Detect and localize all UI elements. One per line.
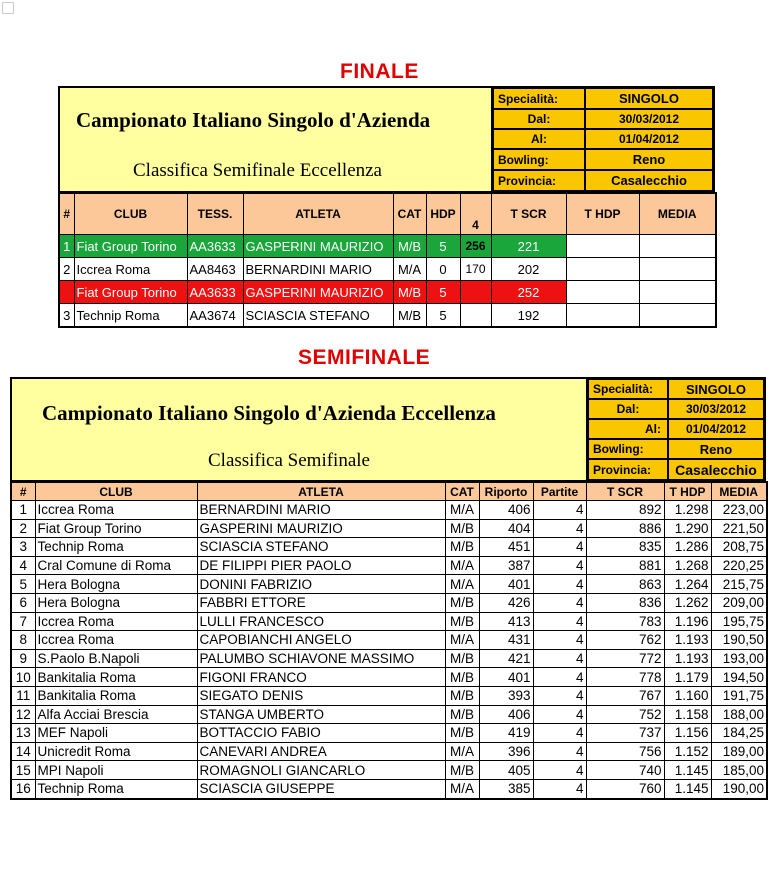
finale-header — [58, 86, 715, 193]
table-row — [11, 538, 767, 557]
finale-info-provincia: Provincia: Casalecchio — [493, 170, 713, 191]
cell-atleta: GASPERINI MAURIZIO — [197, 519, 445, 538]
col-rank: # — [11, 482, 35, 501]
cell-thdp: 1.298 — [664, 501, 711, 520]
cell-rank: 11 — [11, 686, 35, 705]
cell-thdp: 1.268 — [664, 556, 711, 575]
cell-media: 190,00 — [711, 779, 767, 798]
cell-cat: M/A — [445, 575, 479, 594]
cell-partite: 4 — [533, 556, 586, 575]
semifinale-info-panel — [588, 379, 764, 480]
cell-rank: 4 — [11, 556, 35, 575]
cell-partite: 4 — [533, 575, 586, 594]
col-game4: 4 — [460, 193, 491, 235]
table-row — [11, 631, 767, 650]
cell-tscr: 740 — [586, 761, 664, 780]
cell-riporto: 421 — [479, 649, 533, 668]
table-row — [11, 649, 767, 668]
cell-tscr: 737 — [586, 724, 664, 743]
cell-media: 193,00 — [711, 649, 767, 668]
cell-atleta: CAPOBIANCHI ANGELO — [197, 631, 445, 650]
cell-partite: 4 — [533, 686, 586, 705]
semifinale-info-bowling: Bowling: Reno — [588, 439, 764, 459]
col-tess: TESS. — [187, 193, 243, 235]
semifinale-info-provincia: Provincia: Casalecchio — [588, 459, 764, 480]
cell-cat: M/B — [445, 668, 479, 687]
cell-riporto: 413 — [479, 612, 533, 631]
cell-club: S.Paolo B.Napoli — [35, 649, 197, 668]
cell-riporto: 406 — [479, 705, 533, 724]
col-thdp: T HDP — [664, 482, 711, 501]
cell-partite: 4 — [533, 742, 586, 761]
semifinale-subtitle: Classifica Semifinale — [208, 450, 370, 471]
semifinale-info-specialita: Specialità: SINGOLO — [588, 379, 764, 399]
cell-riporto: 387 — [479, 556, 533, 575]
cell-media: 190,50 — [711, 631, 767, 650]
cell-media: 209,00 — [711, 593, 767, 612]
cell-thdp: 1.290 — [664, 519, 711, 538]
col-media: MEDIA — [639, 193, 716, 235]
col-media: MEDIA — [711, 482, 767, 501]
cell-atleta: FIGONI FRANCO — [197, 668, 445, 687]
cell-media: 215,75 — [711, 575, 767, 594]
cell-cat: M/A — [445, 501, 479, 520]
cell-partite: 4 — [533, 612, 586, 631]
col-club: CLUB — [35, 482, 197, 501]
cell-club: Technip Roma — [35, 779, 197, 798]
cell-media: 194,50 — [711, 668, 767, 687]
cell-tscr: 752 — [586, 705, 664, 724]
semifinale-header-left — [12, 379, 588, 480]
cell-tscr: 767 — [586, 686, 664, 705]
col-partite: Partite — [533, 482, 586, 501]
cell-partite: 4 — [533, 668, 586, 687]
cell-rank: 1 — [11, 501, 35, 520]
cell-club: MPI Napoli — [35, 761, 197, 780]
cell-thdp: 1.193 — [664, 631, 711, 650]
cell-riporto: 401 — [479, 668, 533, 687]
col-cat: CAT — [445, 482, 479, 501]
cell-rank: 7 — [11, 612, 35, 631]
semifinale-title: Campionato Italiano Singolo d'Azienda Eccellenza — [42, 401, 496, 425]
cell-club: Hera Bologna — [35, 575, 197, 594]
finale-header-row — [59, 193, 716, 235]
cell-tscr: 760 — [586, 779, 664, 798]
cell-riporto: 431 — [479, 631, 533, 650]
cell-cat: M/B — [445, 519, 479, 538]
cell-rank: 3 — [11, 538, 35, 557]
cell-thdp: 1.193 — [664, 649, 711, 668]
table-row — [11, 501, 767, 520]
cell-media: 188,00 — [711, 705, 767, 724]
table-row: 1 Fiat Group Torino AA3633 GASPERINI MAURIZIO M/B 5 256 221 — [59, 235, 716, 258]
table-row — [11, 575, 767, 594]
cell-media: 208,75 — [711, 538, 767, 557]
cell-club: Hera Bologna — [35, 593, 197, 612]
cell-cat: M/B — [445, 705, 479, 724]
cell-tscr: 772 — [586, 649, 664, 668]
cell-partite: 4 — [533, 519, 586, 538]
cell-club: Bankitalia Roma — [35, 686, 197, 705]
semifinale-info-al: Al: 01/04/2012 — [588, 419, 764, 439]
cell-rank: 6 — [11, 593, 35, 612]
cell-atleta: ROMAGNOLI GIANCARLO — [197, 761, 445, 780]
table-row: Fiat Group Torino AA3633 GASPERINI MAURIZIO M/B 5 252 — [59, 281, 716, 304]
col-riporto: Riporto — [479, 482, 533, 501]
cell-cat: M/A — [445, 631, 479, 650]
cell-partite: 4 — [533, 724, 586, 743]
finale-info-panel — [493, 88, 713, 191]
cell-rank: 13 — [11, 724, 35, 743]
finale-section-title: FINALE — [340, 60, 419, 83]
cell-cat: M/B — [445, 761, 479, 780]
semifinale-header — [10, 377, 766, 482]
cell-tscr: 835 — [586, 538, 664, 557]
finale-subtitle: Classifica Semifinale Eccellenza — [133, 160, 382, 181]
cell-riporto: 404 — [479, 519, 533, 538]
finale-title: Campionato Italiano Singolo d'Azienda — [76, 108, 431, 132]
cell-thdp: 1.145 — [664, 761, 711, 780]
cell-partite: 4 — [533, 779, 586, 798]
table-row — [11, 593, 767, 612]
cell-club: Cral Comune di Roma — [35, 556, 197, 575]
table-row — [11, 742, 767, 761]
cell-atleta: CANEVARI ANDREA — [197, 742, 445, 761]
cell-rank: 15 — [11, 761, 35, 780]
cell-thdp: 1.145 — [664, 779, 711, 798]
cell-tscr: 836 — [586, 593, 664, 612]
cell-atleta: SCIASCIA STEFANO — [197, 538, 445, 557]
cell-tscr: 892 — [586, 501, 664, 520]
cell-media: 223,00 — [711, 501, 767, 520]
table-row — [11, 724, 767, 743]
cell-atleta: PALUMBO SCHIAVONE MASSIMO — [197, 649, 445, 668]
cell-thdp: 1.160 — [664, 686, 711, 705]
cell-partite: 4 — [533, 649, 586, 668]
semifinale-header-row — [11, 482, 767, 501]
table-row: 3 Technip Roma AA3674 SCIASCIA STEFANO M/B 5 192 — [59, 304, 716, 328]
cell-media: 220,25 — [711, 556, 767, 575]
cell-atleta: STANGA UMBERTO — [197, 705, 445, 724]
cell-partite: 4 — [533, 705, 586, 724]
cell-riporto: 426 — [479, 593, 533, 612]
cell-partite: 4 — [533, 501, 586, 520]
finale-info-bowling: Bowling: Reno — [493, 149, 713, 170]
table-row: 2 Iccrea Roma AA8463 BERNARDINI MARIO M/A 0 170 202 — [59, 258, 716, 281]
table-row — [11, 779, 767, 798]
cell-partite: 4 — [533, 593, 586, 612]
cell-riporto: 406 — [479, 501, 533, 520]
col-tscr: T SCR — [491, 193, 566, 235]
finale-header-left — [60, 88, 493, 191]
cell-atleta: BOTTACCIO FABIO — [197, 724, 445, 743]
cell-cat: M/B — [445, 593, 479, 612]
finale-table — [58, 192, 717, 328]
cell-tscr: 886 — [586, 519, 664, 538]
cell-atleta: FABBRI ETTORE — [197, 593, 445, 612]
cell-media: 184,25 — [711, 724, 767, 743]
col-rank: # — [59, 193, 74, 235]
cell-riporto: 419 — [479, 724, 533, 743]
cell-club: MEF Napoli — [35, 724, 197, 743]
col-tscr: T SCR — [586, 482, 664, 501]
cell-thdp: 1.179 — [664, 668, 711, 687]
cell-atleta: SIEGATO DENIS — [197, 686, 445, 705]
cell-club: Iccrea Roma — [35, 501, 197, 520]
cell-thdp: 1.286 — [664, 538, 711, 557]
cell-thdp: 1.196 — [664, 612, 711, 631]
cell-tscr: 756 — [586, 742, 664, 761]
cell-atleta: SCIASCIA GIUSEPPE — [197, 779, 445, 798]
cell-tscr: 783 — [586, 612, 664, 631]
cell-atleta: BERNARDINI MARIO — [197, 501, 445, 520]
cell-tscr: 778 — [586, 668, 664, 687]
cell-tscr: 863 — [586, 575, 664, 594]
semifinale-table — [10, 481, 768, 800]
cell-club: Fiat Group Torino — [35, 519, 197, 538]
cell-media: 191,75 — [711, 686, 767, 705]
cell-atleta: LULLI FRANCESCO — [197, 612, 445, 631]
cell-tscr: 762 — [586, 631, 664, 650]
cell-atleta: DE FILIPPI PIER PAOLO — [197, 556, 445, 575]
page-corner-icon — [2, 2, 14, 14]
cell-club: Technip Roma — [35, 538, 197, 557]
cell-rank: 10 — [11, 668, 35, 687]
cell-rank: 16 — [11, 779, 35, 798]
cell-thdp: 1.158 — [664, 705, 711, 724]
cell-cat: M/B — [445, 612, 479, 631]
cell-club: Iccrea Roma — [35, 612, 197, 631]
cell-riporto: 451 — [479, 538, 533, 557]
cell-thdp: 1.152 — [664, 742, 711, 761]
cell-thdp: 1.264 — [664, 575, 711, 594]
finale-info-al: Al: 01/04/2012 — [493, 129, 713, 149]
cell-thdp: 1.262 — [664, 593, 711, 612]
cell-club: Bankitalia Roma — [35, 668, 197, 687]
table-row — [11, 519, 767, 538]
col-club: CLUB — [74, 193, 187, 235]
finale-info-dal: Dal: 30/03/2012 — [493, 109, 713, 129]
finale-info-specialita: Specialità: SINGOLO — [493, 88, 713, 109]
table-row — [11, 556, 767, 575]
cell-rank: 14 — [11, 742, 35, 761]
cell-riporto: 396 — [479, 742, 533, 761]
cell-rank: 2 — [11, 519, 35, 538]
semifinale-info-dal: Dal: 30/03/2012 — [588, 399, 764, 419]
cell-media: 189,00 — [711, 742, 767, 761]
cell-riporto: 401 — [479, 575, 533, 594]
cell-partite: 4 — [533, 761, 586, 780]
table-row — [11, 686, 767, 705]
cell-cat: M/B — [445, 538, 479, 557]
cell-rank: 5 — [11, 575, 35, 594]
cell-media: 195,75 — [711, 612, 767, 631]
cell-cat: M/B — [445, 724, 479, 743]
col-atleta: ATLETA — [243, 193, 393, 235]
cell-rank: 12 — [11, 705, 35, 724]
table-row — [11, 668, 767, 687]
table-row — [11, 705, 767, 724]
cell-riporto: 385 — [479, 779, 533, 798]
cell-riporto: 393 — [479, 686, 533, 705]
cell-club: Iccrea Roma — [35, 631, 197, 650]
table-row — [11, 761, 767, 780]
cell-media: 185,00 — [711, 761, 767, 780]
col-atleta: ATLETA — [197, 482, 445, 501]
col-thdp: T HDP — [566, 193, 639, 235]
cell-thdp: 1.156 — [664, 724, 711, 743]
col-cat: CAT — [393, 193, 426, 235]
col-hdp: HDP — [426, 193, 460, 235]
cell-cat: M/B — [445, 686, 479, 705]
cell-cat: M/A — [445, 779, 479, 798]
cell-club: Alfa Acciai Brescia — [35, 705, 197, 724]
cell-partite: 4 — [533, 631, 586, 650]
cell-rank: 8 — [11, 631, 35, 650]
semifinale-section-title: SEMIFINALE — [298, 346, 431, 369]
cell-partite: 4 — [533, 538, 586, 557]
cell-riporto: 405 — [479, 761, 533, 780]
cell-tscr: 881 — [586, 556, 664, 575]
cell-cat: M/A — [445, 742, 479, 761]
cell-club: Unicredit Roma — [35, 742, 197, 761]
cell-cat: M/B — [445, 649, 479, 668]
table-row — [11, 612, 767, 631]
cell-atleta: DONINI FABRIZIO — [197, 575, 445, 594]
cell-rank: 9 — [11, 649, 35, 668]
cell-cat: M/A — [445, 556, 479, 575]
cell-media: 221,50 — [711, 519, 767, 538]
